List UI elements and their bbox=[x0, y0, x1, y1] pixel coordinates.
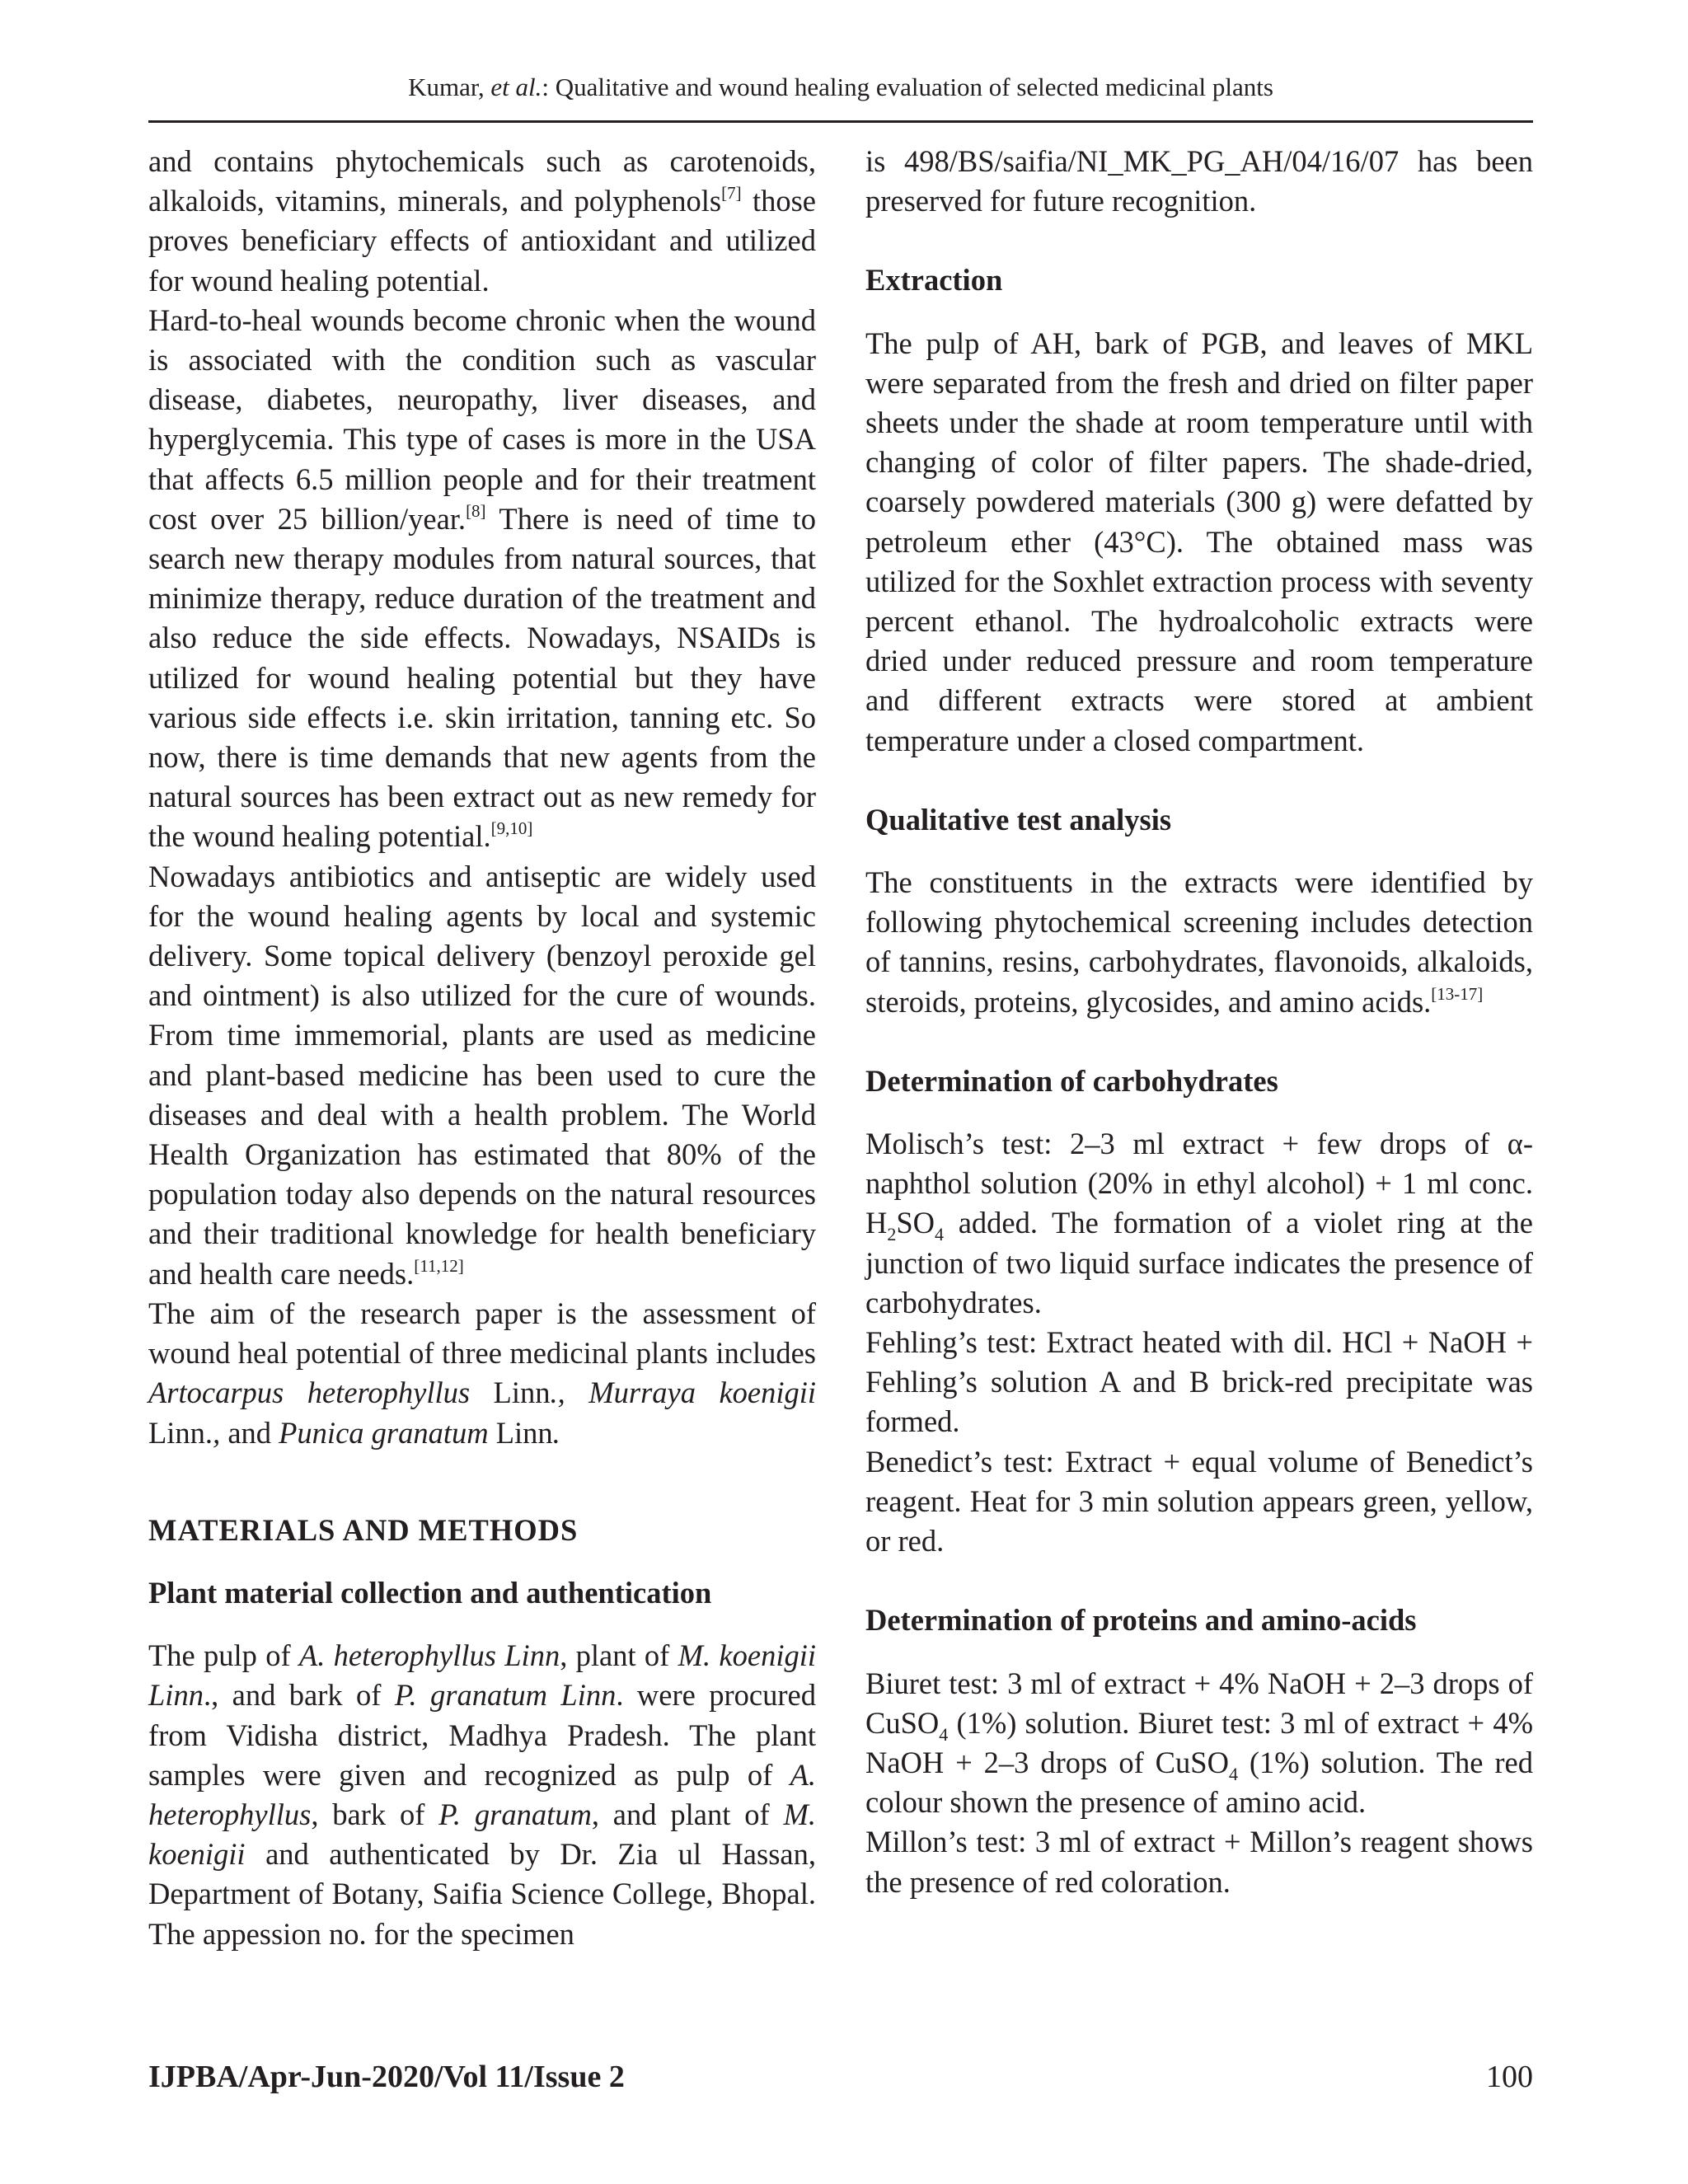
right-column bbox=[865, 142, 1533, 1902]
right-paragraph-3: The constituents in the extracts were identified by following phytochemical screening includes detection of tannins, resins, carbohydrates, flavonoids, alkaloids, steroids, proteins, glycosides, and amino acids.[13-17] bbox=[865, 865, 1533, 1019]
header-author: Kumar, bbox=[408, 73, 491, 101]
spacer bbox=[865, 1101, 1533, 1124]
spacer bbox=[865, 840, 1533, 863]
left-column bbox=[148, 142, 816, 1954]
subheading-qualitative: Qualitative test analysis bbox=[865, 802, 1172, 837]
spacer bbox=[865, 221, 1533, 260]
subheading-plant-material: Plant material collection and authentication bbox=[148, 1575, 712, 1610]
citation-9-10: [9,10] bbox=[490, 818, 533, 839]
subheading-carbohydrates: Determination of carbohydrates bbox=[865, 1063, 1278, 1098]
footer-journal: IJPBA/Apr-Jun-2020/Vol 11/Issue 2 bbox=[148, 2060, 625, 2094]
molisch-test: Molisch’s test: 2–3 ml extract + few drops of α-naphthol solution (20% in ethyl alcohol) + 1 ml conc. $H_2SO_4$ added. The formation of a violet ring at the junction of two liquid surface indicates the presence of carbohydrates. bbox=[865, 1127, 1533, 1319]
left-paragraph-1: and contains phytochemicals such as carotenoids, alkaloids, vitamins, minerals, and polyphenols[7] those proves beneficiary effects of antioxidant and utilized for wound healing potential. bbox=[148, 144, 816, 298]
header-title: : Qualitative and wound healing evaluation of selected medicinal plants bbox=[542, 73, 1273, 101]
left-paragraph-4: The aim of the research paper is the assessment of wound heal potential of three medicinal plants includes Artocarpus heterophyllus Linn., Murraya koenigii Linn., and Punica granatum Linn. bbox=[148, 1296, 817, 1450]
citation-7: [7] bbox=[721, 183, 742, 204]
spacer bbox=[865, 301, 1533, 324]
spacer bbox=[148, 1453, 816, 1511]
right-paragraph-1: is 498/BS/saifia/NI_MK_PG_AH/04/16/07 has been preserved for future recognition. bbox=[865, 144, 1533, 218]
citation-8: [8] bbox=[466, 500, 486, 521]
spacer bbox=[865, 1561, 1533, 1601]
millon-test: Millon’s test: 3 ml of extract + Millon’s reagent shows the presence of red coloration. bbox=[865, 1825, 1533, 1899]
spacer bbox=[148, 1550, 816, 1573]
running-head bbox=[148, 69, 1533, 105]
right-paragraph-2: The pulp of AH, bark of PGB, and leaves of MKL were separated from the fresh and dried on filter paper sheets under the shade at room temperature until with changing of color of filter papers. The shade-dried, coarsely powdered materials (300 g) were defatted by petroleum ether (43°C). The obtained mass was utilized for the Soxhlet extraction process with seventy percent ethanol. The hydroalcoholic extracts were dried under reduced pressure and room temperature and different extracts were stored at ambient temperature under a closed compartment. bbox=[865, 326, 1533, 757]
header-rule bbox=[148, 120, 1533, 123]
spacer bbox=[865, 1022, 1533, 1062]
subheading-proteins: Determination of proteins and amino-acids bbox=[865, 1603, 1417, 1638]
header-etal: et al. bbox=[490, 73, 542, 101]
citation-13-17: [13-17] bbox=[1431, 983, 1484, 1004]
citation-11-12: [11,12] bbox=[414, 1255, 464, 1276]
benedict-test: Benedict’s test: Extract + equal volume of Benedict’s reagent. Heat for 3 min solution appears green, yellow, or red. bbox=[865, 1444, 1533, 1558]
left-paragraph-2: Hard-to-heal wounds become chronic when the wound is associated with the condition such as vascular disease, diabetes, neuropathy, liver diseases, and hyperglycemia. This type of cases is more in the USA that affects 6.5 million people and for their treatment cost over 25 billion/year.[8] There is need of time to search new therapy modules from natural sources, that minimize therapy, reduce duration of the treatment and also reduce the side effects. Nowadays, NSAIDs is utilized for wound healing potential but they have various side effects i.e. skin irritation, tanning etc. So now, there is time demands that new agents from the natural sources has been extract out as new remedy for the wound healing potential.[9,10] bbox=[148, 302, 816, 854]
biuret-test: Biuret test: 3 ml of extract + 4% NaOH + 2–3 drops of CuSO$_4$ (1%) solution. Biuret test: 3 ml of extract + 4% NaOH + 2–3 drops of CuSO$_4$ (1%) solution. The red colour shown the presence of amino acid. bbox=[865, 1666, 1533, 1820]
left-paragraph-3: Nowadays antibiotics and antiseptic are widely used for the wound healing agents by local and systemic delivery. Some topical delivery (benzoyl peroxide gel and ointment) is also utilized for the cure of wounds. From time immemorial, plants are used as medicine and plant-based medicine has been used to cure the diseases and deal with a health problem. The World Health Organization has estimated that 80% of the population today also depends on the natural resources and their traditional knowledge for health beneficiary and health care needs.[11,12] bbox=[148, 859, 816, 1291]
section-heading-materials-methods: MATERIALS AND METHODS bbox=[148, 1512, 579, 1547]
left-paragraph-5: The pulp of A. heterophyllus Linn, plant of M. koenigii Linn., and bark of P. granatum Linn. were procured from Vidisha district, Madhya Pradesh. The plant samples were given and recognized as pulp of A. heterophyllus, bark of P. granatum, and plant of M. koenigii and authenticated by Dr. Zia ul Hassan, Department of Botany, Saifia Science College, Bhopal. The appession no. for the specimen bbox=[148, 1638, 817, 1951]
fehling-test: Fehling’s test: Extract heated with dil. HCl + NaOH + Fehling’s solution A and B brick-red precipitate was formed. bbox=[865, 1325, 1533, 1439]
subheading-extraction: Extraction bbox=[865, 263, 1003, 298]
spacer bbox=[865, 1641, 1533, 1664]
spacer bbox=[148, 1613, 816, 1636]
spacer bbox=[865, 761, 1533, 800]
page-number: 100 bbox=[1486, 2060, 1533, 2094]
